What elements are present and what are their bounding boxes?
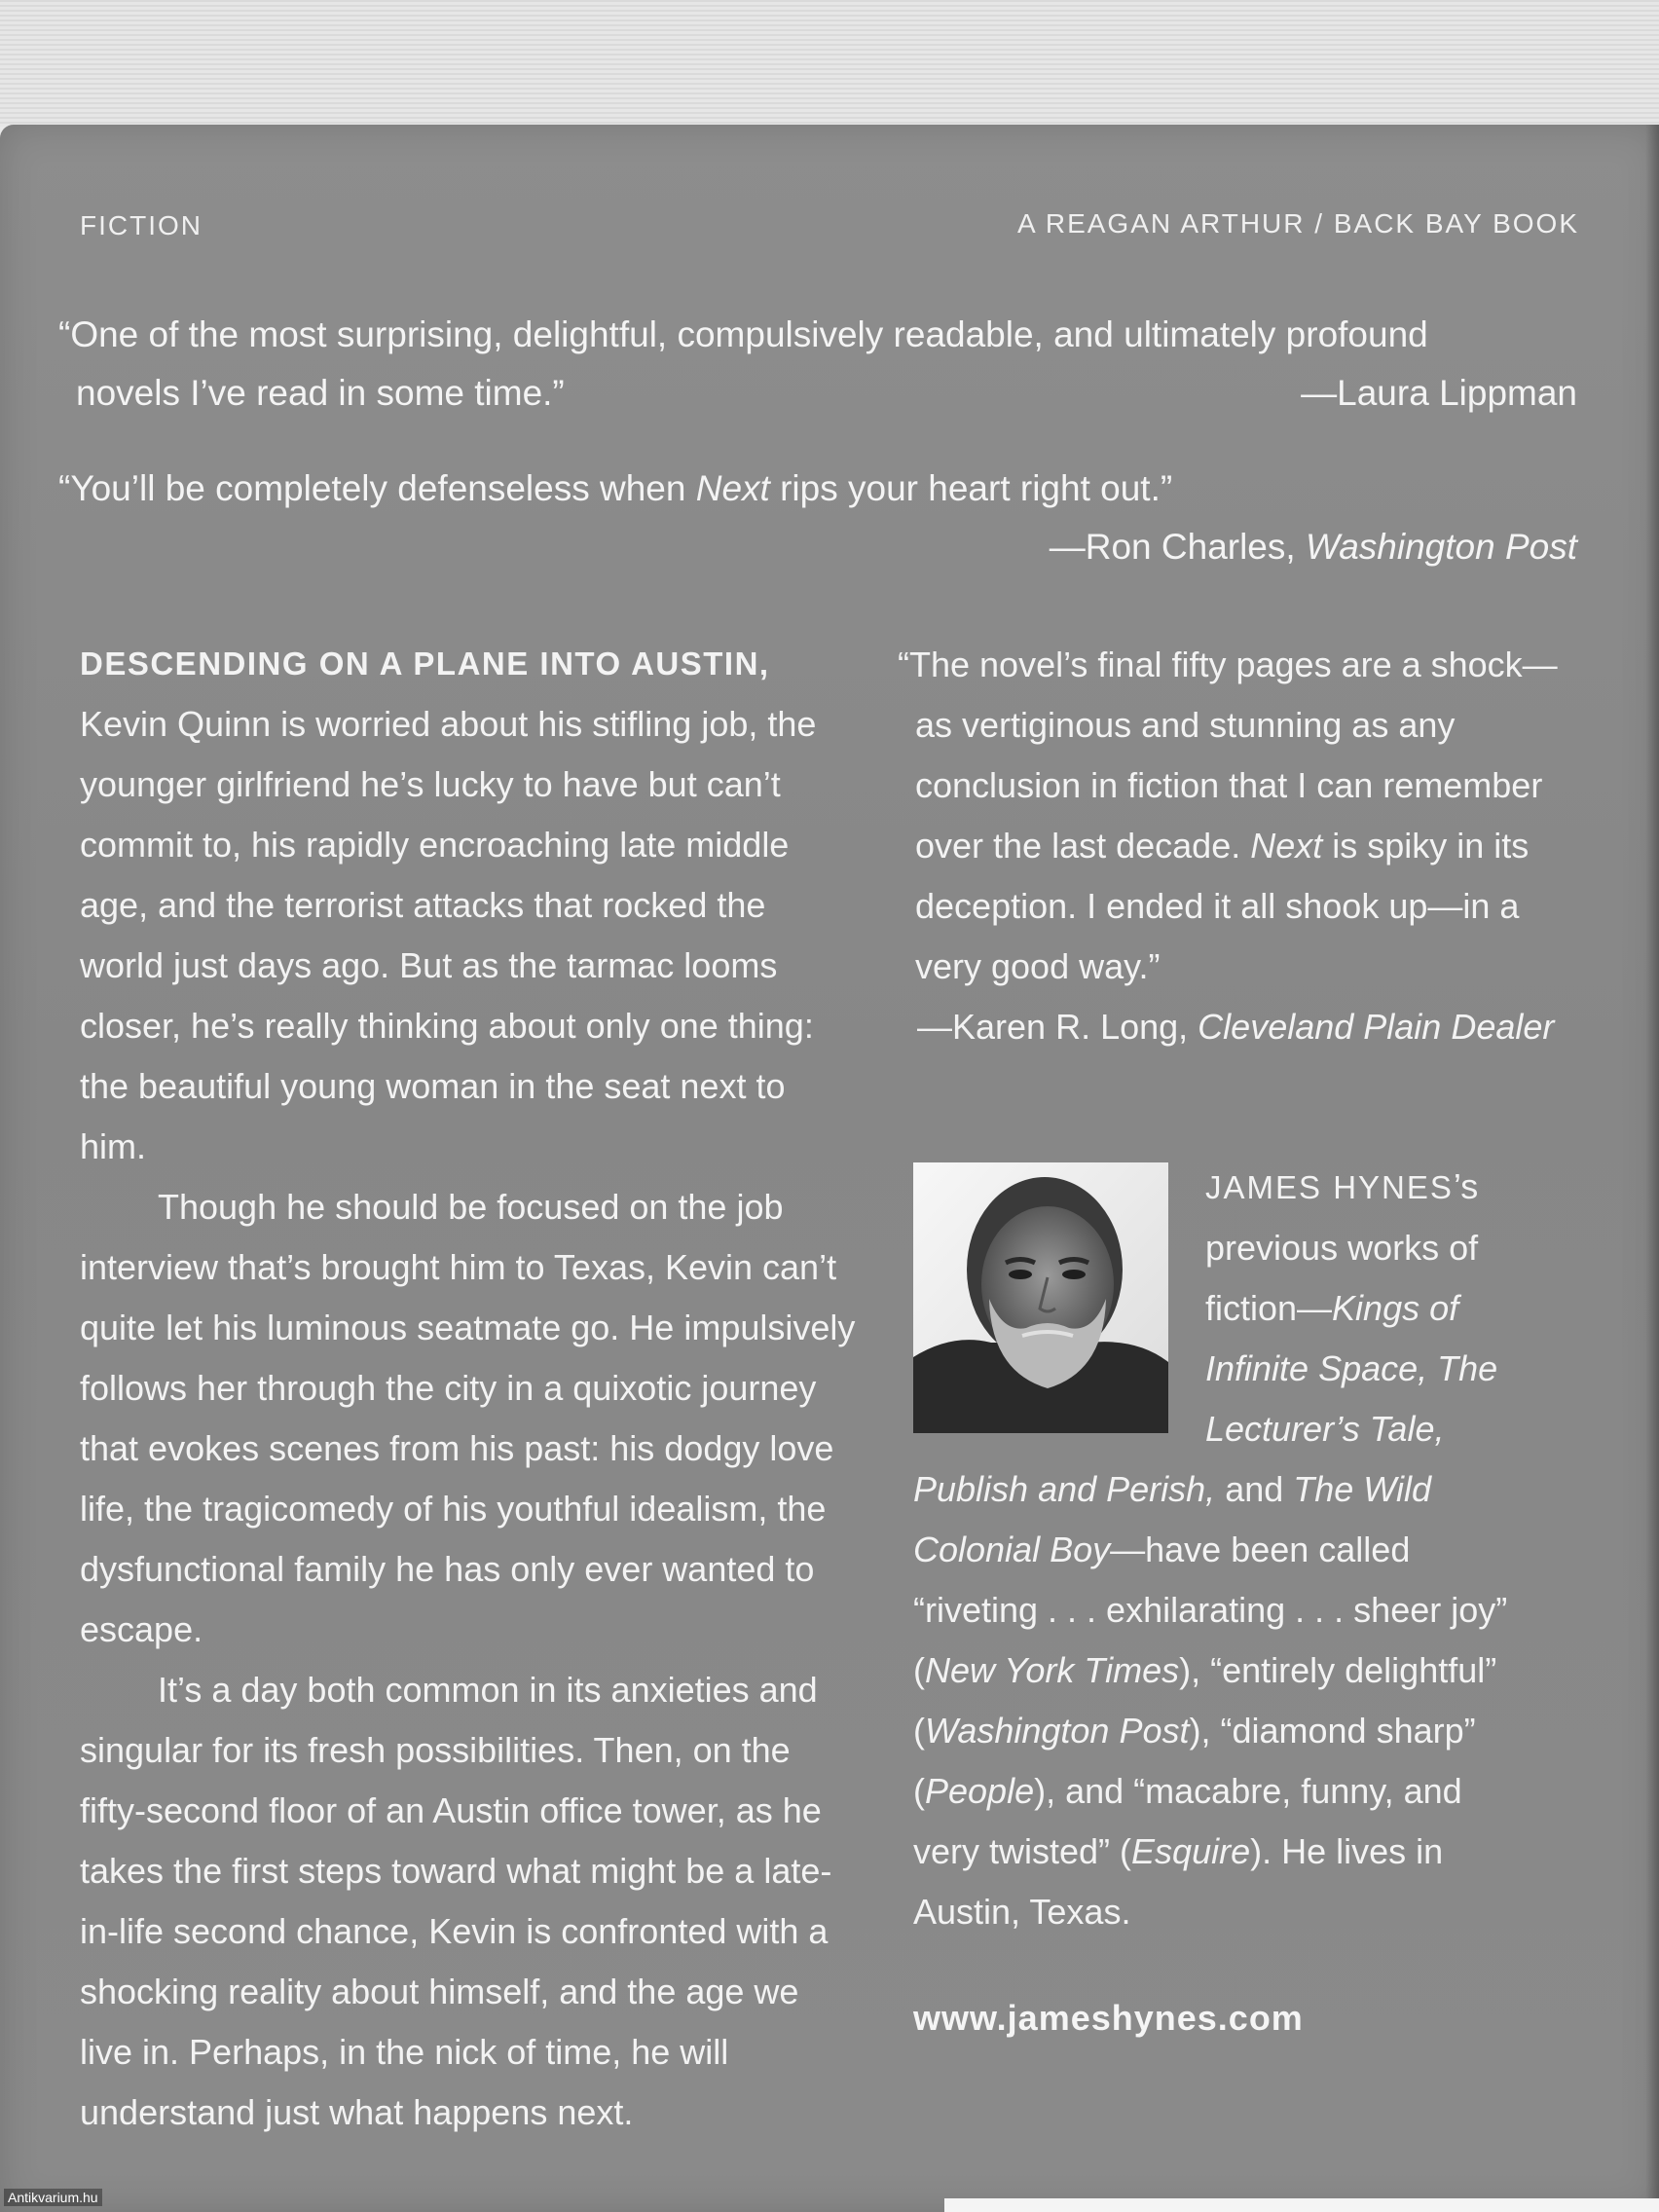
bio-book-title: Colonial Boy [913,1530,1111,1569]
watermark-label: Antikvarium.hu [4,2189,102,2206]
description-p1-text: Kevin Quinn is worried about his stifling job, the younger girlfriend he’s lucky to have but can’t commit to, his rapidly encroaching late middle age, and the terrorist attacks that rocked the world just days ago. But as the tarmac looms closer, he’s really thinking about only one thing: the beautiful young woman in the seat next to him. [80,704,817,1166]
bio-text: —have been called [1110,1530,1411,1569]
bio-line-10 [913,1701,1595,1761]
blurb-laura-lippman [58,306,1577,423]
bio-book-title: Kings of [1332,1288,1459,1328]
bio-text: ( [913,1771,925,1811]
bio-text: ( [913,1711,925,1751]
bio-line-7 [913,1520,1595,1580]
blurb-text [58,460,1577,518]
bio-line-3 [913,1278,1595,1339]
blurb-attribution: —Laura Lippman [1301,373,1577,413]
author-name: JAMES HYNES [1205,1169,1454,1205]
bio-book-title: Publish and Perish, [913,1469,1216,1509]
bio-text: ). He lives in [1250,1831,1444,1871]
description-column [80,633,859,2143]
imprint-label: A REAGAN ARTHUR / BACK BAY BOOK [1016,208,1579,239]
attribution-name: —Karen R. Long, [917,1007,1198,1047]
blurb-text-line2: novels I’ve read in some time.” [76,373,565,413]
blurb-text-post: rips your heart right out.” [769,468,1173,508]
blurb-attribution [898,997,1589,1057]
blurb-text-line1: “One of the most surprising, delightful, compulsively readable, and ultimately profound [58,314,1428,354]
blurb-title-italic: Next [1250,826,1323,866]
bio-source: Esquire [1131,1831,1251,1871]
blurb-attribution [58,518,1577,576]
author-name-suffix: ’s [1453,1166,1479,1206]
description-paragraph-2: Though he should be focused on the job interview that’s brought him to Texas, Kevin can’t quite let his luminous seatmate go. He impulsively follows her through the city in a quixotic journey that evokes scenes from his past: his dodgy love life, the tragicomedy of his youthful idealism, the dysfunctional family he has only ever wanted to escape. [80,1187,856,1649]
author-website: www.jameshynes.com [913,1998,1304,2038]
bio-text: ( [913,1650,925,1690]
description-lead: DESCENDING ON A PLANE INTO AUSTIN, [80,645,770,682]
bio-line-12 [913,1822,1595,1882]
bio-source: New York Times [925,1650,1180,1690]
bio-source: Washington Post [925,1711,1190,1751]
bio-line-1 [913,1157,1595,1218]
description-paragraph-1 [80,633,859,1177]
blurb-text [898,635,1589,997]
bio-line-8: “riveting . . . exhilarating . . . sheer joy” [913,1590,1508,1630]
attribution-source: Cleveland Plain Dealer [1198,1007,1555,1047]
bio-source: People [925,1771,1035,1811]
bio-line-4 [913,1339,1595,1399]
author-bio [913,1157,1595,1942]
bio-line-6 [913,1459,1595,1520]
bio-text: ), “diamond sharp” [1189,1711,1476,1751]
attribution-name: —Ron Charles, [1049,527,1306,567]
book-back-cover [0,125,1659,2212]
blurb-line2-row [58,364,1577,423]
blurb-ron-charles [58,460,1577,576]
barcode-area-edge [944,2198,1659,2212]
bio-line-11 [913,1761,1595,1822]
bio-line-9 [913,1641,1595,1701]
bio-text: fiction— [1205,1288,1333,1328]
bio-text: and [1215,1469,1294,1509]
bio-book-title: The Wild [1293,1469,1431,1509]
bio-line-5 [913,1399,1595,1459]
bio-line-13: Austin, Texas. [913,1892,1131,1932]
attribution-source: Washington Post [1305,527,1577,567]
bio-text: ), “entirely delightful” [1179,1650,1497,1690]
blurb-text-pre: “You’ll be completely defenseless when [58,468,696,508]
bio-book-title: Lecturer’s Tale, [1205,1409,1445,1449]
blurb-title-italic: Next [695,468,770,508]
bio-line-2: previous works of [1205,1228,1479,1268]
blurb-karen-long [898,635,1589,1057]
bio-text: very twisted” ( [913,1831,1132,1871]
scanner-background [0,0,1659,127]
bio-text: ), and “macabre, funny, and [1034,1771,1462,1811]
bio-book-title: Infinite Space, The [1205,1348,1498,1388]
blurb-text-pre: “The novel’s final fifty pages are a shock—as vertiginous and stunning as any conclusion in fiction that I can remember over the last decade. [898,645,1558,866]
blurb-text-post: is spiky in its deception. I ended it all shook up—in a very good way.” [915,826,1530,986]
category-label: FICTION [80,210,203,240]
cover-edge-shadow [1645,125,1659,2212]
description-paragraph-3: It’s a day both common in its anxieties and singular for its fresh possibilities. Then, on the fifty-second floor of an Austin office tower, as he takes the first steps toward what might be a late-in-life second chance, Kevin is confronted with a shocking reality about himself, and the age we live in. Perhaps, in the nick of time, he will understand just what happens next. [80,1670,832,2132]
